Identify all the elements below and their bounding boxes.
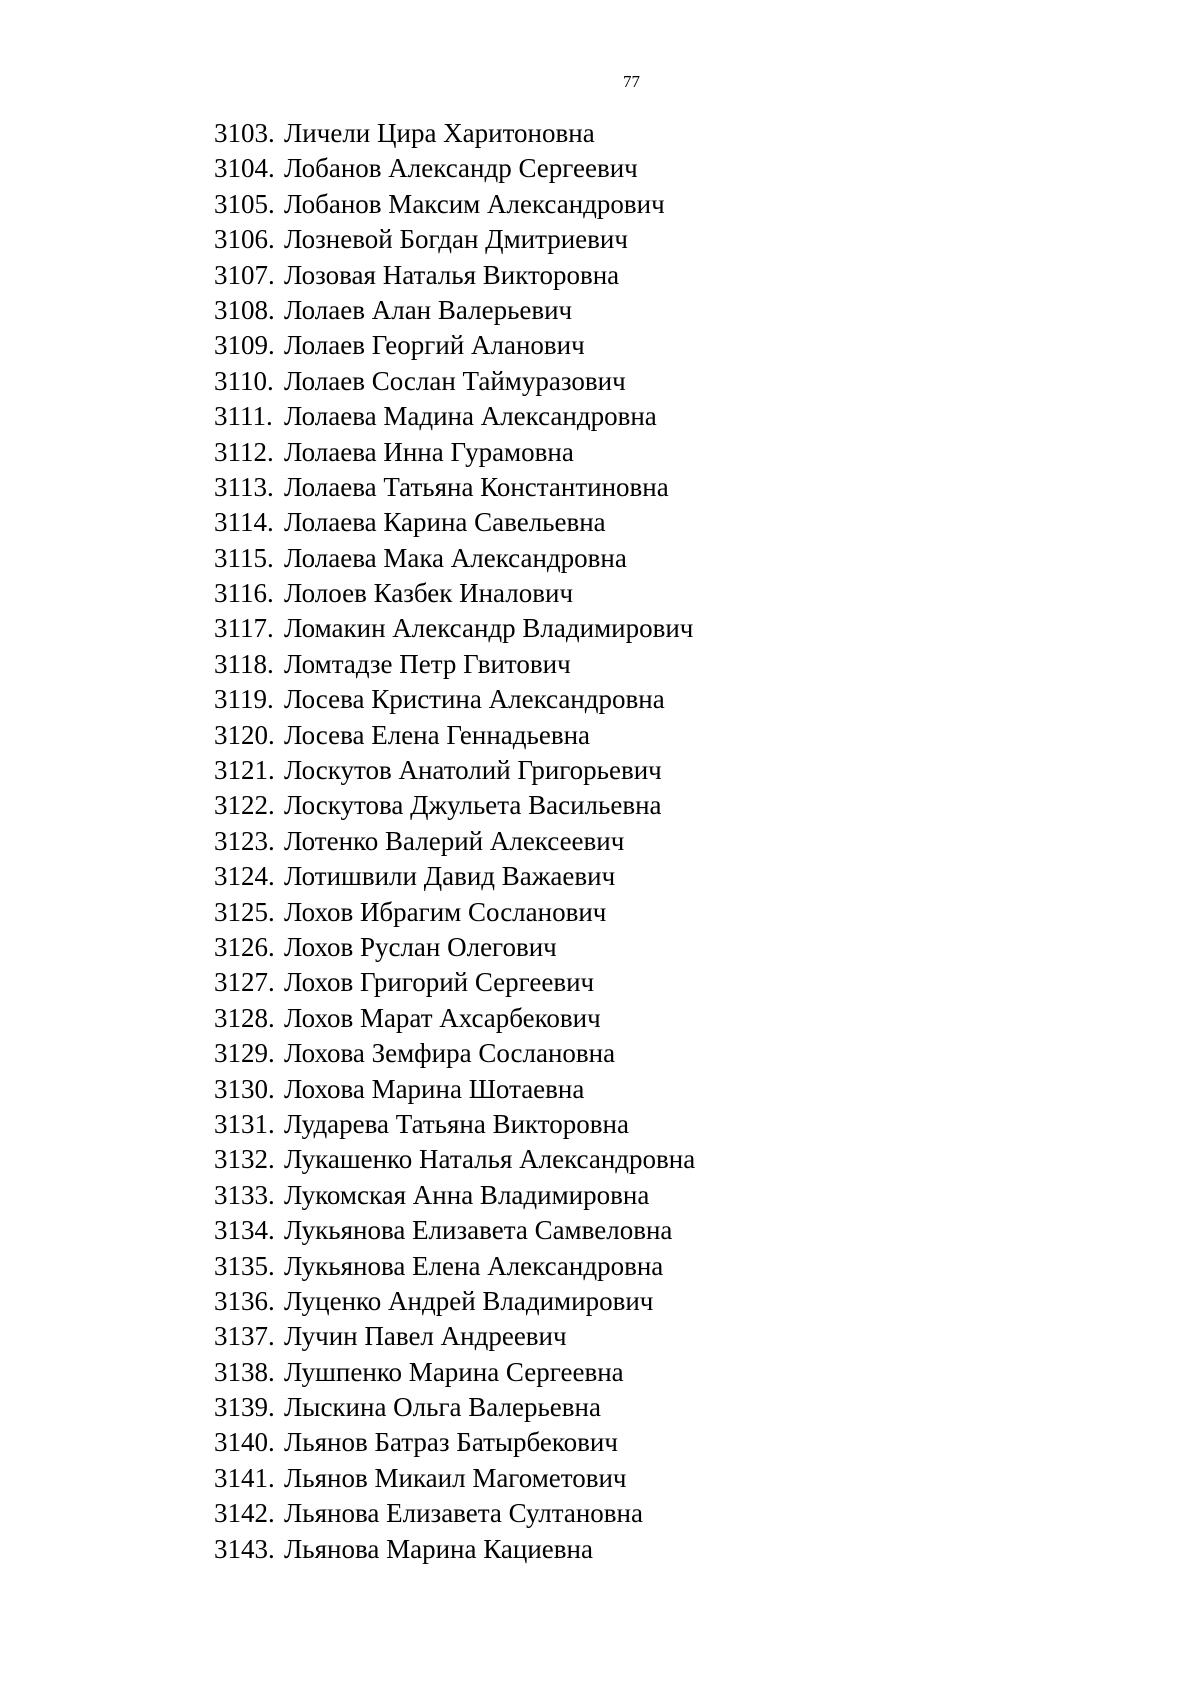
entry-number: 3112. bbox=[214, 436, 274, 467]
entry-number: 3104. bbox=[214, 153, 275, 184]
entry-number: 3139. bbox=[214, 1392, 275, 1423]
entry-number: 3126. bbox=[214, 931, 275, 962]
list-item bbox=[214, 1355, 695, 1390]
list-item bbox=[214, 1496, 695, 1531]
entry-name: Ломтадзе Петр Гвитович bbox=[284, 648, 571, 679]
entry-number: 3132. bbox=[214, 1144, 275, 1175]
list-item bbox=[214, 1107, 695, 1142]
entry-number: 3103. bbox=[214, 118, 275, 148]
entry-name: Льянов Микаил Магометович bbox=[284, 1462, 627, 1493]
entry-name: Лолаева Карина Савельевна bbox=[284, 507, 606, 538]
entry-number: 3115. bbox=[214, 542, 274, 573]
list-item bbox=[214, 682, 695, 717]
entry-number: 3119. bbox=[214, 684, 274, 715]
entry-number: 3111. bbox=[214, 401, 273, 432]
entry-number: 3130. bbox=[214, 1073, 275, 1104]
entry-name: Лоскутов Анатолий Григорьевич bbox=[284, 755, 662, 786]
entry-name: Лотенко Валерий Алексеевич bbox=[284, 825, 625, 856]
entry-name: Лукашенко Наталья Александровна bbox=[284, 1144, 696, 1175]
entry-name: Лохов Марат Ахсарбекович bbox=[284, 1002, 601, 1033]
entry-name: Лохов Ибрагим Сосланович bbox=[284, 896, 607, 927]
entry-number: 3142. bbox=[214, 1498, 275, 1529]
list-item bbox=[214, 505, 695, 540]
entry-number: 3135. bbox=[214, 1250, 275, 1281]
entry-number: 3116. bbox=[214, 578, 274, 609]
list-item bbox=[214, 293, 695, 328]
list-item bbox=[214, 965, 695, 1000]
list-item bbox=[214, 258, 695, 293]
list-item bbox=[214, 1001, 695, 1036]
list-item bbox=[214, 1072, 695, 1107]
entry-name: Лучин Павел Андреевич bbox=[284, 1321, 567, 1352]
entry-number: 3127. bbox=[214, 967, 275, 998]
entry-name: Лолаева Мака Александровна bbox=[284, 542, 627, 573]
entry-number: 3105. bbox=[214, 188, 275, 219]
list-item bbox=[214, 1319, 695, 1354]
list-item bbox=[214, 753, 695, 788]
entry-name: Лыскина Ольга Валерьевна bbox=[284, 1392, 601, 1423]
name-list bbox=[214, 116, 695, 1567]
entry-number: 3133. bbox=[214, 1179, 275, 1210]
list-item bbox=[214, 222, 695, 257]
entry-name: Лозовая Наталья Викторовна bbox=[284, 259, 620, 290]
entry-number: 3122. bbox=[214, 790, 275, 821]
entry-name: Лударева Татьяна Викторовна bbox=[284, 1108, 629, 1139]
entry-name: Лукьянова Елизавета Самвеловна bbox=[284, 1215, 673, 1246]
entry-name: Лолаев Сослан Таймуразович bbox=[284, 365, 626, 396]
entry-number: 3141. bbox=[214, 1462, 275, 1493]
entry-number: 3124. bbox=[214, 861, 275, 892]
list-item bbox=[214, 1036, 695, 1071]
entry-name: Лобанов Максим Александрович bbox=[284, 188, 665, 219]
entry-name: Ломакин Александр Владимирович bbox=[284, 613, 694, 644]
entry-name: Лолаев Алан Валерьевич bbox=[284, 294, 573, 325]
entry-name: Лосева Елена Геннадьевна bbox=[284, 719, 591, 750]
list-item bbox=[214, 718, 695, 753]
entry-name: Лукомская Анна Владимировна bbox=[284, 1179, 650, 1210]
entry-number: 3136. bbox=[214, 1285, 275, 1316]
list-item bbox=[214, 187, 695, 222]
entry-number: 3109. bbox=[214, 330, 275, 361]
entry-number: 3128. bbox=[214, 1002, 275, 1033]
entry-number: 3107. bbox=[214, 259, 275, 290]
list-item bbox=[214, 470, 695, 505]
list-item bbox=[214, 1142, 695, 1177]
list-item bbox=[214, 1390, 695, 1425]
entry-number: 3129. bbox=[214, 1038, 275, 1069]
entry-name: Личели Цира Харитоновна bbox=[284, 118, 595, 148]
list-item bbox=[214, 895, 695, 930]
entry-name: Лолаева Инна Гурамовна bbox=[284, 436, 574, 467]
list-item bbox=[214, 1532, 695, 1567]
entry-name: Лозневой Богдан Дмитриевич bbox=[284, 224, 628, 255]
page-number: 77 bbox=[623, 72, 640, 91]
list-item bbox=[214, 647, 695, 682]
list-item bbox=[214, 1284, 695, 1319]
entry-name: Лолаев Георгий Аланович bbox=[284, 330, 585, 361]
entry-name: Лушпенко Марина Сергеевна bbox=[284, 1356, 624, 1387]
entry-name: Лукьянова Елена Александровна bbox=[284, 1250, 664, 1281]
entry-number: 3125. bbox=[214, 896, 275, 927]
entry-name: Лохов Руслан Олегович bbox=[284, 931, 557, 962]
entry-name: Лохова Земфира Сослановна bbox=[284, 1038, 616, 1069]
entry-number: 3114. bbox=[214, 507, 274, 538]
list-item bbox=[214, 824, 695, 859]
entry-name: Лолоев Казбек Иналович bbox=[284, 578, 574, 609]
entry-number: 3140. bbox=[214, 1427, 275, 1458]
entry-number: 3143. bbox=[214, 1533, 275, 1564]
list-item bbox=[214, 1461, 695, 1496]
entry-number: 3121. bbox=[214, 755, 275, 786]
entry-name: Льянов Батраз Батырбекович bbox=[284, 1427, 618, 1458]
entry-name: Лотишвили Давид Важаевич bbox=[284, 861, 616, 892]
list-item bbox=[214, 1178, 695, 1213]
list-item bbox=[214, 151, 695, 186]
entry-number: 3106. bbox=[214, 224, 275, 255]
entry-name: Лолаева Мадина Александровна bbox=[284, 401, 657, 432]
entry-name: Лобанов Александр Сергеевич bbox=[284, 153, 638, 184]
list-item bbox=[214, 930, 695, 965]
list-item bbox=[214, 1213, 695, 1248]
entry-number: 3134. bbox=[214, 1215, 275, 1246]
entry-number: 3137. bbox=[214, 1321, 275, 1352]
entry-name: Льянова Елизавета Султановна bbox=[284, 1498, 643, 1529]
list-item bbox=[214, 328, 695, 363]
list-item bbox=[214, 541, 695, 576]
list-item bbox=[214, 1249, 695, 1284]
list-item bbox=[214, 116, 695, 151]
entry-number: 3118. bbox=[214, 648, 274, 679]
list-item bbox=[214, 435, 695, 470]
entry-name: Лолаева Татьяна Константиновна bbox=[284, 471, 669, 502]
list-item bbox=[214, 859, 695, 894]
entry-number: 3113. bbox=[214, 471, 274, 502]
entry-name: Лохов Григорий Сергеевич bbox=[284, 967, 595, 998]
list-item bbox=[214, 1425, 695, 1460]
entry-name: Луценко Андрей Владимирович bbox=[284, 1285, 654, 1316]
entry-number: 3120. bbox=[214, 719, 275, 750]
list-item bbox=[214, 788, 695, 823]
entry-number: 3138. bbox=[214, 1356, 275, 1387]
entry-name: Лосева Кристина Александровна bbox=[284, 684, 665, 715]
entry-name: Лоскутова Джульета Васильевна bbox=[284, 790, 662, 821]
entry-number: 3131. bbox=[214, 1108, 275, 1139]
entry-number: 3110. bbox=[214, 365, 274, 396]
list-item bbox=[214, 399, 695, 434]
list-item bbox=[214, 364, 695, 399]
entry-number: 3117. bbox=[214, 613, 274, 644]
list-item bbox=[214, 576, 695, 611]
list-item bbox=[214, 611, 695, 646]
entry-number: 3123. bbox=[214, 825, 275, 856]
entry-name: Лохова Марина Шотаевна bbox=[284, 1073, 585, 1104]
entry-name: Льянова Марина Кациевна bbox=[284, 1533, 593, 1564]
entry-number: 3108. bbox=[214, 294, 275, 325]
